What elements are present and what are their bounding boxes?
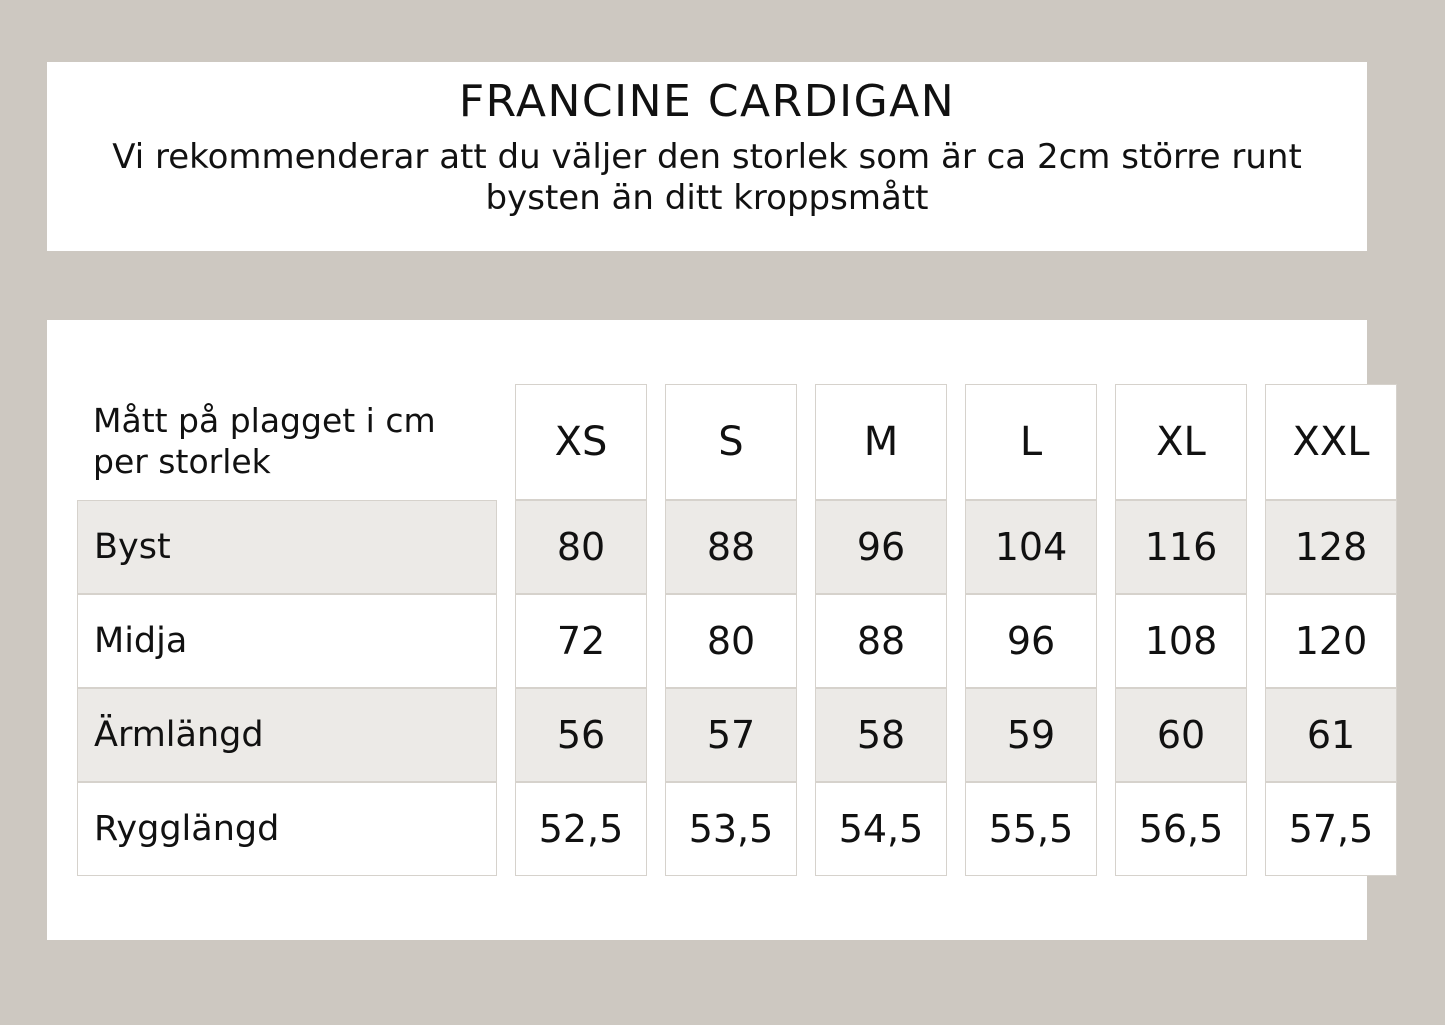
column-header-xl: XL: [1115, 384, 1247, 500]
page-title: FRANCINE CARDIGAN: [458, 76, 956, 127]
spacer: [1097, 594, 1115, 688]
table-row: [77, 594, 1397, 688]
spacer: [1247, 500, 1265, 594]
header-card: [47, 62, 1367, 251]
spacer: [647, 500, 665, 594]
spacer: [797, 688, 815, 782]
column-header-xs: XS: [515, 384, 647, 500]
column-header-l: L: [965, 384, 1097, 500]
cell-midja-xxl: 120: [1265, 594, 1397, 688]
cell-rygglangd-xl: 56,5: [1115, 782, 1247, 876]
spacer: [1097, 688, 1115, 782]
table-corner-label: Mått på plagget i cm per storlek: [93, 401, 436, 481]
spacer: [647, 688, 665, 782]
table-row: [77, 688, 1397, 782]
spacer: [947, 594, 965, 688]
cell-armlangd-xs: 56: [515, 688, 647, 782]
size-table-card: [47, 320, 1374, 940]
size-table: [77, 384, 1397, 876]
table-header-row: [77, 384, 1397, 500]
cell-armlangd-l: 59: [965, 688, 1097, 782]
spacer: [497, 500, 515, 594]
spacer: [497, 782, 515, 876]
cell-armlangd-xxl: 61: [1265, 688, 1397, 782]
cell-armlangd-xl: 60: [1115, 688, 1247, 782]
cell-byst-xxl: 128: [1265, 500, 1397, 594]
size-table-wrap: [77, 384, 1374, 876]
spacer: [647, 782, 665, 876]
cell-byst-s: 88: [665, 500, 797, 594]
column-header-xxl: XXL: [1265, 384, 1397, 500]
spacer: [1247, 384, 1265, 500]
row-label-armlangd: Ärmlängd: [77, 688, 497, 782]
spacer: [797, 500, 815, 594]
spacer: [1247, 594, 1265, 688]
cell-rygglangd-xs: 52,5: [515, 782, 647, 876]
cell-rygglangd-s: 53,5: [665, 782, 797, 876]
spacer: [1097, 782, 1115, 876]
cell-armlangd-s: 57: [665, 688, 797, 782]
spacer: [947, 688, 965, 782]
table-row: [77, 782, 1397, 876]
cell-midja-xs: 72: [515, 594, 647, 688]
cell-midja-m: 88: [815, 594, 947, 688]
cell-midja-s: 80: [665, 594, 797, 688]
spacer: [797, 594, 815, 688]
spacer: [497, 384, 515, 500]
spacer: [947, 500, 965, 594]
table-row: [77, 500, 1397, 594]
page-subtitle: Vi rekommenderar att du väljer den storlek som är ca 2cm större runt bysten än ditt kroppsmått: [112, 136, 1302, 219]
spacer: [1097, 384, 1115, 500]
spacer: [947, 782, 965, 876]
spacer: [647, 594, 665, 688]
cell-midja-xl: 108: [1115, 594, 1247, 688]
spacer: [497, 688, 515, 782]
cell-byst-xs: 80: [515, 500, 647, 594]
cell-rygglangd-xxl: 57,5: [1265, 782, 1397, 876]
cell-byst-m: 96: [815, 500, 947, 594]
cell-rygglangd-l: 55,5: [965, 782, 1097, 876]
row-label-midja: Midja: [77, 594, 497, 688]
column-header-m: M: [815, 384, 947, 500]
spacer: [1247, 688, 1265, 782]
row-label-rygglangd: Rygglängd: [77, 782, 497, 876]
column-header-s: S: [665, 384, 797, 500]
spacer: [647, 384, 665, 500]
cell-rygglangd-m: 54,5: [815, 782, 947, 876]
cell-midja-l: 96: [965, 594, 1097, 688]
spacer: [797, 384, 815, 500]
spacer: [1247, 782, 1265, 876]
cell-armlangd-m: 58: [815, 688, 947, 782]
row-label-byst: Byst: [77, 500, 497, 594]
spacer: [1097, 500, 1115, 594]
spacer: [947, 384, 965, 500]
cell-byst-xl: 116: [1115, 500, 1247, 594]
spacer: [797, 782, 815, 876]
spacer: [497, 594, 515, 688]
cell-byst-l: 104: [965, 500, 1097, 594]
